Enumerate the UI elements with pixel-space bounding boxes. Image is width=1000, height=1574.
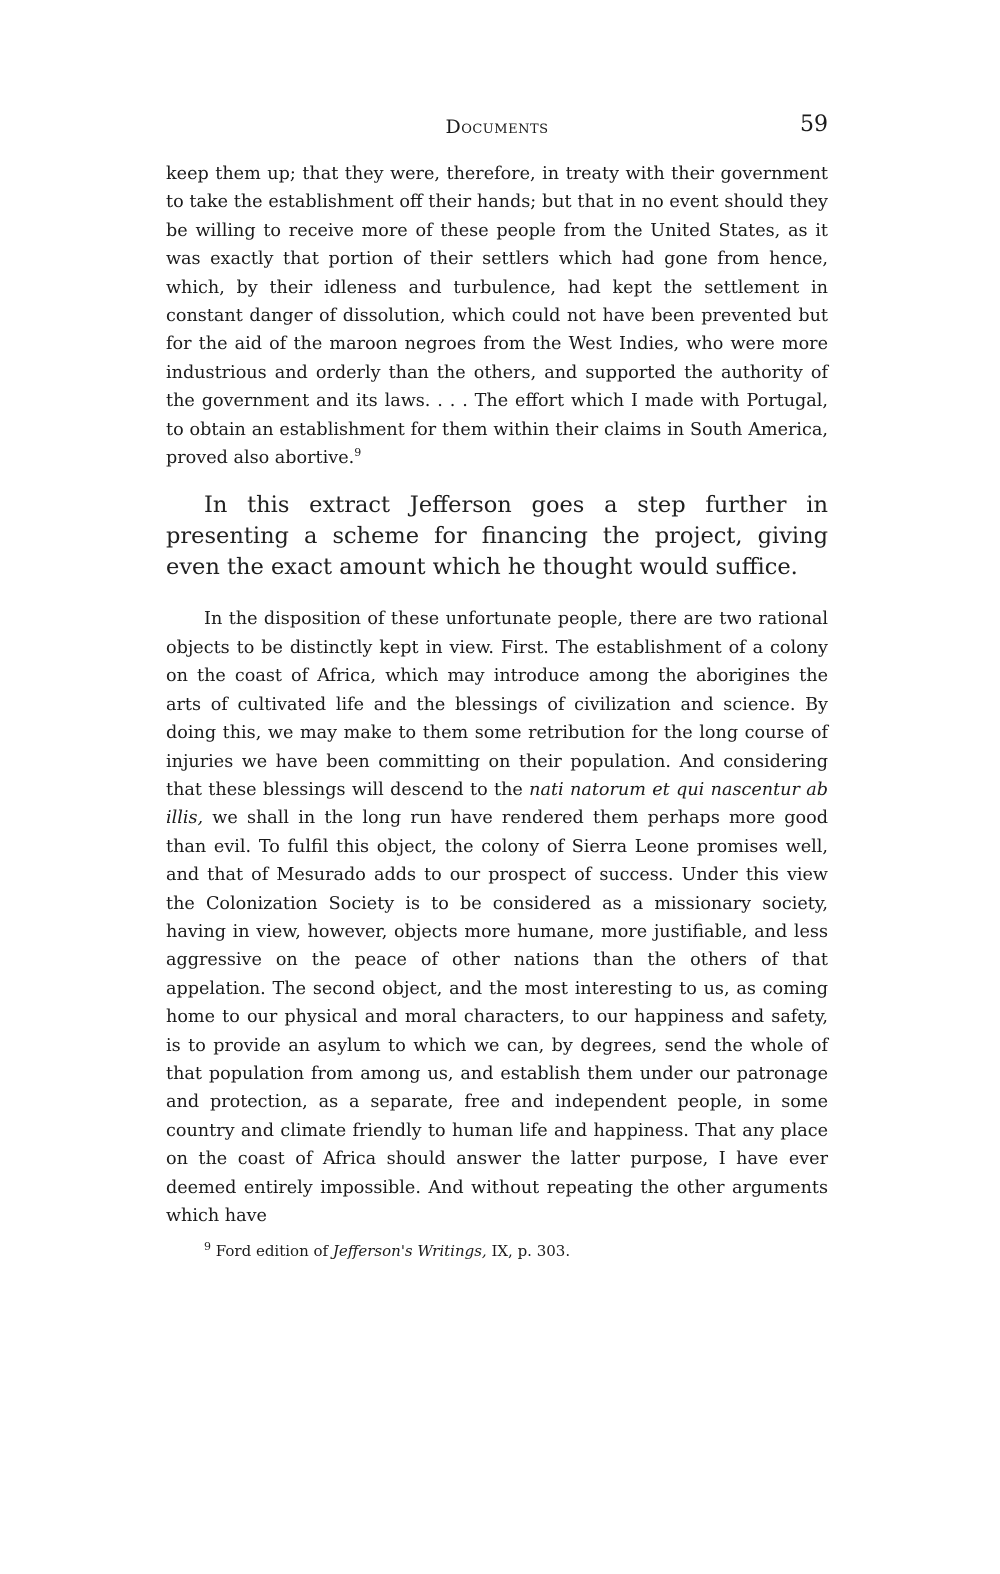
running-title: Documents [445, 116, 549, 138]
running-head [166, 112, 828, 146]
footnote-title: Jefferson's Writings, [332, 1242, 487, 1261]
footnote-mark: 9 [204, 1240, 211, 1254]
latin-phrase: nati natorum et qui nascentur ab illis, [166, 779, 828, 829]
book-page [166, 112, 828, 1277]
quoted-extract-1 [166, 160, 828, 472]
commentary-paragraph: In this extract Jefferson goes a step further in presenting a scheme for financing the project, giving even the exact amount which he thought would suffice. [166, 492, 828, 581]
quoted-extract-2 [166, 605, 828, 1230]
footnote-suffix: IX, p. 303. [486, 1242, 571, 1261]
page-number: 59 [800, 112, 828, 137]
quoted-extract-1-text: keep them up; that they were, therefore, in treaty with their government to take the establishment off their hands; but that in no event should they be willing to receive more of these people from the United States, as it was exactly that portion of their settlers which had gone from hence, which, by their idleness and turbulence, had kept the settlement in constant danger of dissolution, which could not have been prevented but for the aid of the maroon negroes from the West Indies, who were more industrious and orderly than the others, and supported the authority of the government and its laws. . . . The effort which I made with Portugal, to obtain an establishment for them within their claims in South America, proved also abortive. [166, 164, 828, 469]
footnote-reference: 9 [354, 446, 362, 460]
footnote [166, 1240, 828, 1262]
quoted-extract-2-part2: we shall in the long run have rendered them perhaps more good than evil. To fulfil this object, the colony of Sierra Leone promises well, and that of Mesurado adds to our prospect of success. Under this view the Colonization Society is to be considered as a missionary society, having in view, however, objects more humane, more justifiable, and less aggressive on the peace of other nations than the others of that appelation. The second object, and the most interesting to us, as coming home to our physical and moral characters, to our happiness and safety, is to provide an asylum to which we can, by degrees, send the whole of that population from among us, and establish them under our patronage and protection, as a separate, free and independent people, in some country and climate friendly to human life and happiness. That any place on the coast of Africa should answer the latter purpose, I have ever deemed entirely impossible. And without repeating the other arguments which have [166, 808, 828, 1226]
footnote-prefix: Ford edition of [215, 1242, 333, 1261]
quoted-extract-2-part1: In the disposition of these unfortunate people, there are two rational objects to be distinctly kept in view. First. The establishment of a colony on the coast of Africa, which may introduce among the aborigines the arts of cultivated life and the blessings of civilization and science. By doing this, we may make to them some retribution for the long course of injuries we have been committing on their population. And considering that these blessings will descend to the [166, 609, 828, 800]
